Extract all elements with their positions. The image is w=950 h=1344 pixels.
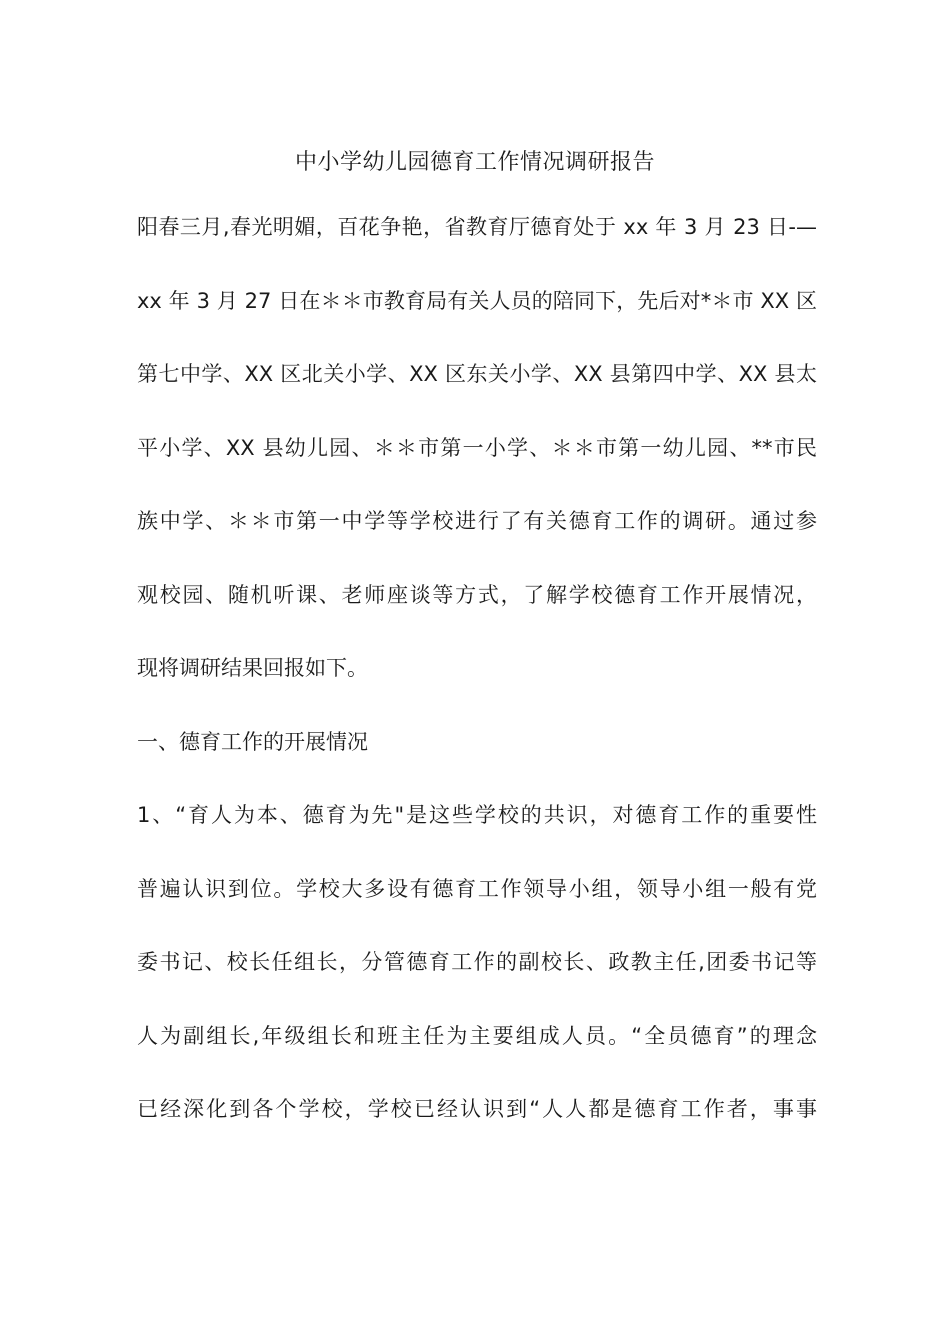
paragraph-line: 人为副组长,年级组长和班主任为主要组成人员。“全员德育”的理念 (137, 1024, 817, 1048)
paragraph-line: 委书记、校长任组长，分管德育工作的副校长、政教主任,团委书记等 (137, 950, 817, 974)
document-title: 中小学幼儿园德育工作情况调研报告 (294, 150, 655, 175)
paragraph-line: 平小学、XX 县幼儿园、＊＊市第一小学、＊＊市第一幼儿园、**市民 (137, 436, 817, 460)
paragraph-line: 观校园、随机听课、老师座谈等方式，了解学校德育工作开展情况， (137, 583, 817, 607)
paragraph-line: 阳春三月,春光明媚，百花争艳，省教育厅德育处于 xx 年 3 月 23 日-— (137, 215, 817, 239)
paragraph-line: xx 年 3 月 27 日在＊＊市教育局有关人员的陪同下，先后对*＊市 XX 区 (137, 289, 817, 313)
paragraph-line: 已经深化到各个学校，学校已经认识到“人人都是德育工作者，事事 (137, 1097, 817, 1121)
paragraph-line: 族中学、＊＊市第一中学等学校进行了有关德育工作的调研。通过参 (137, 509, 817, 533)
paragraph-line: 1、“育人为本、德育为先"是这些学校的共识，对德育工作的重要性 (137, 803, 817, 827)
section-heading: 一、德育工作的开展情况 (137, 730, 368, 754)
paragraph-line: 普遍认识到位。学校大多设有德育工作领导小组，领导小组一般有党 (137, 877, 817, 901)
paragraph-line: 第七中学、XX 区北关小学、XX 区东关小学、XX 县第四中学、XX 县太 (137, 362, 817, 386)
paragraph-line: 现将调研结果回报如下。 (137, 656, 368, 680)
